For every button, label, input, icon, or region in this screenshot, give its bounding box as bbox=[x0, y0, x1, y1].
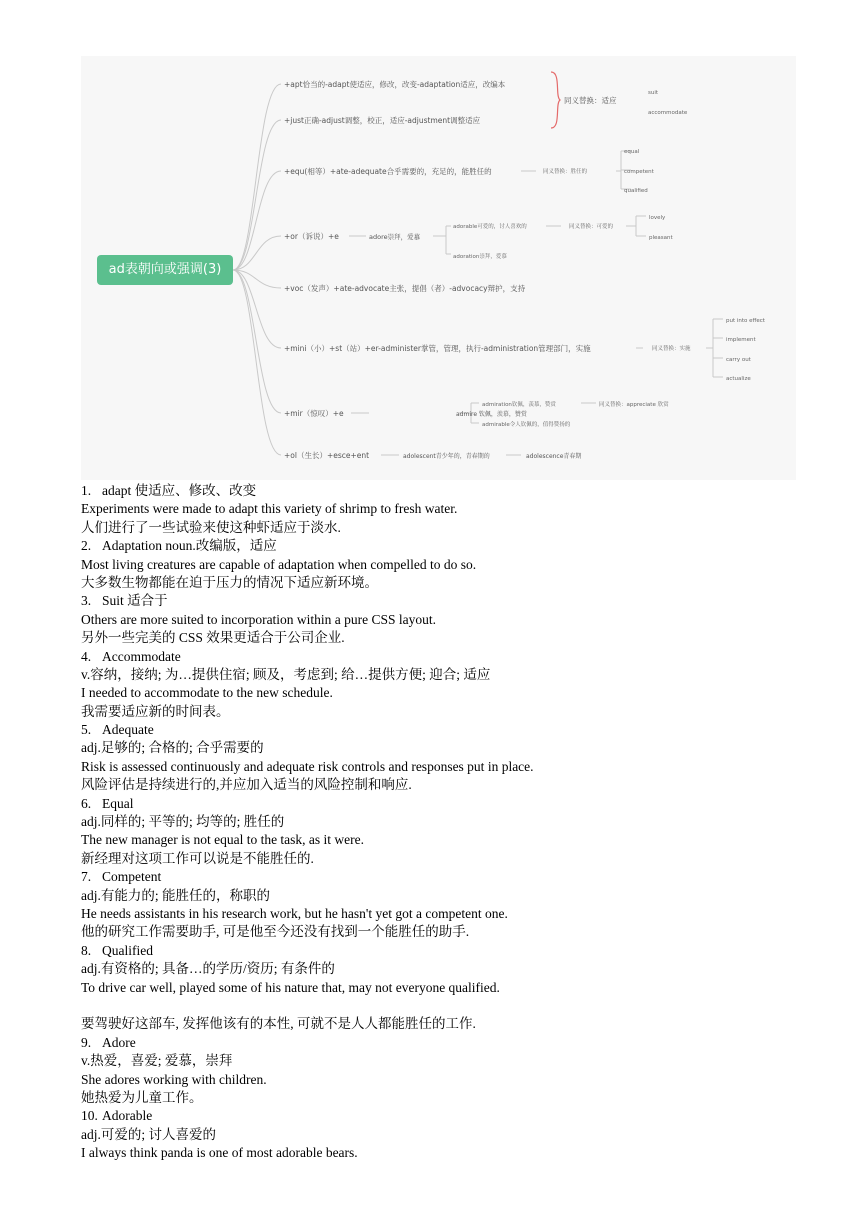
text-line bbox=[81, 556, 801, 574]
text-line bbox=[81, 629, 801, 647]
adolescent-node: adolescent青少年的，青春期的 bbox=[403, 453, 490, 460]
branch-or: +or（诉说）+e bbox=[284, 232, 339, 241]
syn-item-carry-out: carry out bbox=[726, 357, 751, 363]
line-text: 人们进行了一些试验来使这种虾适应于淡水. bbox=[81, 519, 341, 535]
syn-item-actualize: actualize bbox=[726, 376, 751, 382]
text-line bbox=[81, 1144, 801, 1162]
text-line bbox=[81, 831, 801, 849]
text-line bbox=[81, 1126, 801, 1144]
admire-node: admire 钦佩，羡慕，赞赏 bbox=[456, 411, 527, 418]
line-text: He needs assistants in his research work, but he hasn't yet got a competent one. bbox=[81, 905, 508, 921]
entry-number: 7. bbox=[81, 869, 92, 885]
branch-voc: +voc（发声）+ate-advocate主张，提倡（者）-advocacy辩护，支持 bbox=[284, 284, 526, 293]
blank-line bbox=[81, 997, 801, 1015]
text-line bbox=[81, 574, 801, 592]
entry-word: adapt 使适应、修改、改变 bbox=[102, 483, 257, 498]
entry-word: Suit 适合于 bbox=[102, 593, 168, 609]
text-line bbox=[81, 905, 801, 923]
line-text: She adores working with children. bbox=[81, 1071, 267, 1087]
text-line bbox=[81, 960, 801, 978]
line-text: Risk is assessed continuously and adequate risk controls and responses put in place. bbox=[81, 758, 534, 774]
vocabulary-list bbox=[81, 482, 801, 1162]
line-text: 另外一些完美的 CSS 效果更适合于公司企业. bbox=[81, 630, 345, 646]
line-text: I always think panda is one of most adorable bears. bbox=[81, 1145, 358, 1161]
mind-map bbox=[81, 56, 796, 480]
text-line bbox=[81, 1052, 801, 1070]
text-line bbox=[81, 923, 801, 941]
adolescence-node: adolescence青春期 bbox=[526, 453, 582, 460]
admirable-node: admirable令人钦佩的，值得赞扬的 bbox=[482, 422, 571, 428]
entry-word: Equal bbox=[102, 795, 134, 811]
entry-word: Qualified bbox=[102, 942, 153, 958]
branch-apt: +apt恰当的-adapt使适应，修改，改变-adaptation适应，改编本 bbox=[284, 80, 506, 89]
syn-adequate-label: 同义替换：胜任的 bbox=[543, 169, 588, 175]
entry-number: 3. bbox=[81, 593, 92, 609]
text-line bbox=[81, 887, 801, 905]
line-text: adj.同样的; 平等的; 均等的; 胜任的 bbox=[81, 814, 285, 830]
syn-adorable-label: 同义替换：可爱的 bbox=[569, 224, 614, 230]
text-line bbox=[81, 1089, 801, 1107]
syn-adapt-label: 同义替换：适应 bbox=[564, 96, 617, 105]
syn-admiration-label: 同义替换：appreciate 欣赏 bbox=[599, 402, 669, 408]
syn-item-competent: competent bbox=[624, 169, 654, 175]
line-text: Most living creatures are capable of adaptation when compelled to do so. bbox=[81, 556, 477, 572]
text-line bbox=[81, 813, 801, 831]
text-line bbox=[81, 1015, 801, 1033]
branch-equ: +equ(相等）+ate-adequate合乎需要的，充足的，能胜任的 bbox=[284, 167, 492, 176]
entry-word: Competent bbox=[102, 869, 162, 885]
syn-item-lovely: lovely bbox=[649, 215, 666, 221]
text-line bbox=[81, 758, 801, 776]
line-text: 新经理对这项工作可以说是不能胜任的. bbox=[81, 850, 314, 866]
branch-just: +just正确-adjust调整，校正，适应-adjustment调整适应 bbox=[284, 116, 481, 125]
entry-number: 1. bbox=[81, 483, 92, 498]
entry-number: 5. bbox=[81, 722, 92, 738]
text-line bbox=[81, 1071, 801, 1089]
line-text: 风险评估是持续进行的,并应加入适当的风险控制和响应. bbox=[81, 777, 412, 793]
entry-heading bbox=[81, 721, 801, 739]
syn-administer-label: 同义替换：实施 bbox=[652, 346, 691, 352]
text-line bbox=[81, 850, 801, 868]
line-text: adj.可爱的; 讨人喜爱的 bbox=[81, 1126, 216, 1142]
line-text: 要驾驶好这部车, 发挥他该有的本性, 可就不是人人都能胜任的工作. bbox=[81, 1016, 476, 1032]
syn-item-implement: implement bbox=[726, 337, 756, 343]
entry-heading bbox=[81, 868, 801, 886]
entry-heading bbox=[81, 795, 801, 813]
line-text: To drive car well, played some of his nature that, may not everyone qualified. bbox=[81, 979, 500, 995]
entry-heading bbox=[81, 592, 801, 610]
line-text: adj.有能力的; 能胜任的，称职的 bbox=[81, 887, 270, 903]
line-text: 他的研究工作需要助手, 可是他至今还没有找到一个能胜任的助手. bbox=[81, 924, 470, 940]
entry-word: Adore bbox=[102, 1034, 136, 1050]
syn-item-equal: equal bbox=[624, 149, 640, 155]
text-line bbox=[81, 979, 801, 997]
syn-item-qualified: qualified bbox=[624, 188, 648, 194]
syn-item-pleasant: pleasant bbox=[649, 235, 673, 241]
text-line bbox=[81, 703, 801, 721]
text-line bbox=[81, 739, 801, 757]
text-line bbox=[81, 666, 801, 684]
entry-heading bbox=[81, 942, 801, 960]
entry-word: Adorable bbox=[102, 1108, 153, 1124]
adore-node: adore崇拜，爱慕 bbox=[369, 233, 421, 241]
line-text: 我需要适应新的时间表。 bbox=[81, 703, 230, 719]
entry-heading bbox=[81, 1107, 801, 1125]
entry-number: 10. bbox=[81, 1108, 98, 1124]
line-text: adj.足够的; 合格的; 合乎需要的 bbox=[81, 740, 264, 756]
entry-heading bbox=[81, 648, 801, 666]
mind-map-labels bbox=[81, 56, 796, 480]
branch-mir: +mir（惊叹）+e bbox=[284, 409, 344, 418]
line-text: 她热爱为儿童工作。 bbox=[81, 1089, 203, 1105]
line-text: Others are more suited to incorporation within a pure CSS layout. bbox=[81, 611, 437, 627]
entry-number: 8. bbox=[81, 942, 92, 958]
entry-word: Adaptation noun.改编版，适应 bbox=[102, 538, 277, 554]
adoration-node: adoration崇拜，爱慕 bbox=[453, 254, 507, 260]
admiration-node: admiration钦佩，羡慕，赞赏 bbox=[482, 402, 556, 408]
line-text: adj.有资格的; 具备…的学历/资历; 有条件的 bbox=[81, 961, 335, 977]
line-text: The new manager is not equal to the task, as it were. bbox=[81, 832, 365, 848]
branch-mini: +mini（小）+st（站）+er-administer掌管，管理，执行-administration管理部门，实施 bbox=[284, 344, 591, 353]
entry-number: 6. bbox=[81, 795, 92, 811]
line-text: Experiments were made to adapt this variety of shrimp to fresh water. bbox=[81, 501, 458, 517]
entry-number: 4. bbox=[81, 648, 92, 664]
text-line bbox=[81, 776, 801, 794]
text-line bbox=[81, 519, 801, 537]
entry-word: Adequate bbox=[102, 722, 154, 738]
branch-ol: +ol（生长）+esce+ent bbox=[284, 451, 370, 460]
entry-number: 9. bbox=[81, 1034, 92, 1050]
entry-word: Accommodate bbox=[102, 648, 181, 664]
text-line bbox=[81, 500, 801, 518]
line-text: I needed to accommodate to the new schedule. bbox=[81, 685, 333, 701]
syn-item-accommodate: accommodate bbox=[648, 110, 688, 116]
entry-heading bbox=[81, 537, 801, 555]
line-text: 大多数生物都能在迫于压力的情况下适应新环境。 bbox=[81, 574, 378, 590]
text-line bbox=[81, 684, 801, 702]
entry-heading bbox=[81, 482, 801, 500]
syn-item-put-into-effect: put into effect bbox=[726, 318, 765, 324]
syn-item-suit: suit bbox=[648, 90, 659, 96]
entry-number: 2. bbox=[81, 538, 92, 554]
mind-map-root-label: ad表朝向或强调(3) bbox=[108, 262, 222, 277]
text-line bbox=[81, 611, 801, 629]
entry-heading bbox=[81, 1034, 801, 1052]
line-text: v.容纳，接纳; 为…提供住宿; 顾及，考虑到; 给…提供方便; 迎合; 适应 bbox=[81, 666, 491, 682]
line-text: v.热爱，喜爱; 爱慕，崇拜 bbox=[81, 1053, 233, 1069]
adorable-node: adorable可爱的，讨人喜欢的 bbox=[453, 224, 527, 230]
